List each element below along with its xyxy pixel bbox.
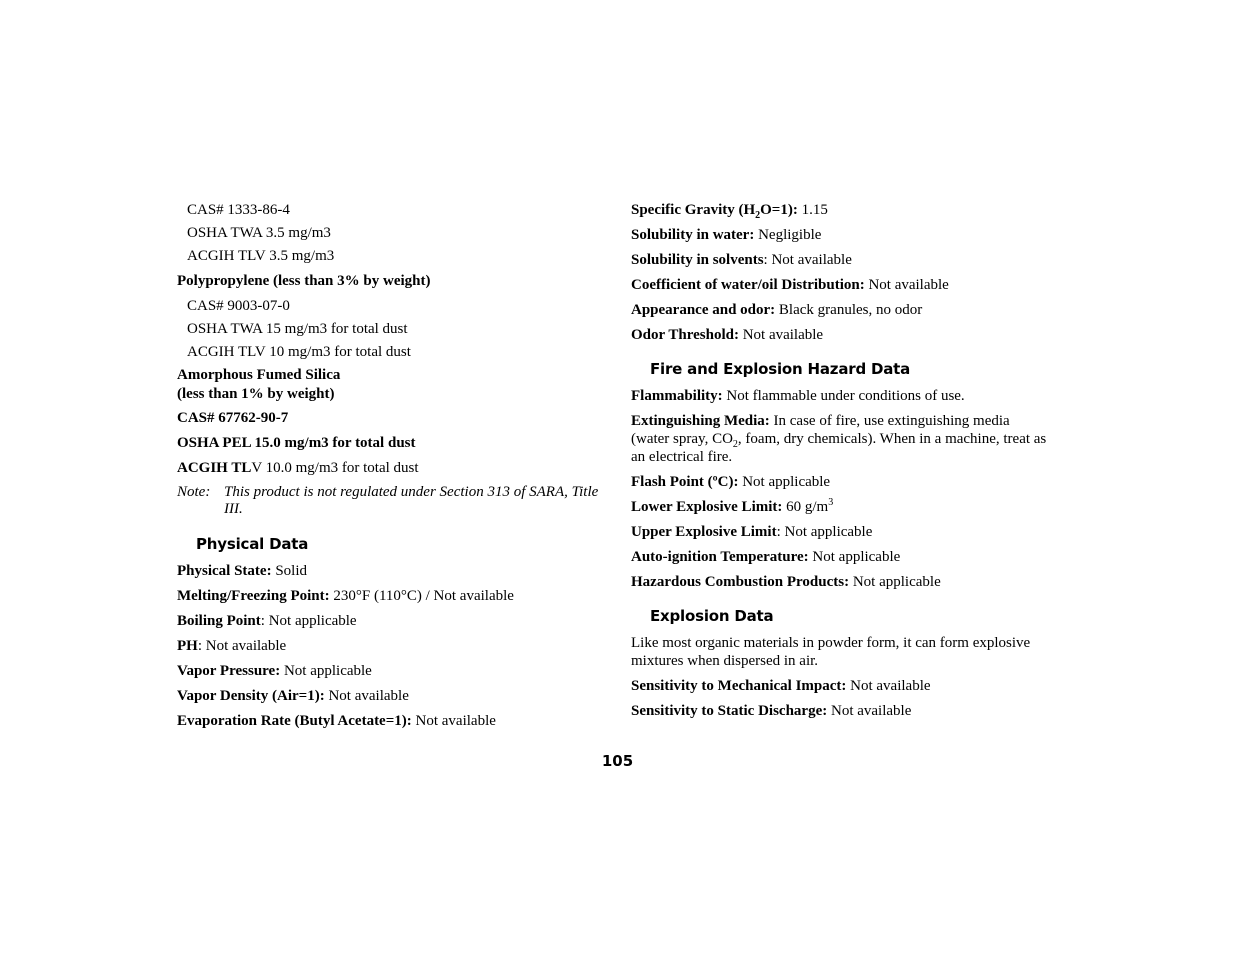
property-item <box>631 276 1051 294</box>
osha-limit-2: OSHA TWA 15 mg/m3 for total dust <box>187 321 408 337</box>
flash-point-label: Flash Point (ºC): <box>631 474 739 490</box>
silica-title-line-2: (less than 1% by weight) <box>177 386 335 402</box>
explosion-text: Like most organic materials in powder form, it can form explosive mixtures when dispersed in air. <box>631 635 1031 669</box>
flammability-value: Not flammable under conditions of use. <box>722 388 965 404</box>
extinguishing-value-a: In case of fire, use extinguishing media (water spray, CO <box>631 413 1010 447</box>
silica-title-line-1: Amorphous Fumed Silica <box>177 367 341 383</box>
physical-item-label: Melting/Freezing Point: <box>177 588 330 604</box>
physical-item <box>177 612 607 630</box>
physical-item-value: Solid <box>271 563 308 579</box>
property-label: Solubility in water: <box>631 227 755 243</box>
fire-item <box>631 548 1051 566</box>
silica-title <box>177 366 607 404</box>
fire-item-value: : Not applicable <box>776 524 873 540</box>
physical-item-label: Physical State: <box>177 563 272 579</box>
explosion-item-label: Sensitivity to Mechanical Impact: <box>631 678 847 694</box>
note-label: Note: <box>177 484 211 500</box>
physical-item-value: Not applicable <box>280 663 372 679</box>
lower-explosive-value: 60 g/m <box>782 499 829 515</box>
physical-item-value: Not available <box>411 713 496 729</box>
physical-data-heading: Physical Data <box>196 535 309 553</box>
specific-gravity-value: 1.15 <box>797 202 828 218</box>
extinguishing-value-b: , foam, dry chemicals). When in a machine, treat as an electrical fire. <box>631 431 1047 465</box>
physical-item <box>177 712 607 730</box>
lower-explosive-limit <box>631 498 1051 516</box>
physical-item-label: Evaporation Rate (Butyl Acetate=1): <box>177 713 412 729</box>
explosion-data-heading: Explosion Data <box>650 607 774 625</box>
physical-item-label: Vapor Pressure: <box>177 663 281 679</box>
page-number: 105 <box>601 752 634 770</box>
property-item <box>631 326 1051 344</box>
specific-gravity-label-b: O=1): <box>760 202 798 218</box>
fire-item-label: Upper Explosive Limit <box>631 524 777 540</box>
note-text: This product is not regulated under Section 313 of SARA, Title III. <box>224 484 599 517</box>
sara-note <box>177 484 607 518</box>
physical-item-label: PH <box>177 638 198 654</box>
acgih-limit-3-value: V 10.0 mg/m3 for total dust <box>251 460 419 476</box>
physical-item <box>177 662 607 680</box>
property-label: Solubility in solvents <box>631 252 764 268</box>
lower-explosive-label: Lower Explosive Limit: <box>631 499 783 515</box>
extinguishing-subscript: 2 <box>732 439 738 450</box>
flash-point <box>631 473 1051 491</box>
cas-number-3: CAS# 67762-90-7 <box>177 410 289 426</box>
explosion-item-label: Sensitivity to Static Discharge: <box>631 703 828 719</box>
property-value: Black granules, no odor <box>775 302 923 318</box>
property-item <box>631 251 1051 269</box>
physical-item-value: : Not applicable <box>260 613 357 629</box>
property-value: Not available <box>738 327 824 343</box>
acgih-limit-2: ACGIH TLV 10 mg/m3 for total dust <box>187 344 411 360</box>
osha-limit-1: OSHA TWA 3.5 mg/m3 <box>187 225 331 241</box>
explosion-item <box>631 702 1051 720</box>
fire-item-label: Hazardous Combustion Products: <box>631 574 850 590</box>
property-value: Negligible <box>754 227 822 243</box>
physical-item <box>177 587 607 605</box>
explosion-item <box>631 677 1051 695</box>
explosion-item-value: Not available <box>827 703 912 719</box>
cas-number-2: CAS# 9003-07-0 <box>187 298 290 314</box>
specific-gravity-subscript: 2 <box>755 210 761 221</box>
fire-item <box>631 523 1051 541</box>
polypropylene-title: Polypropylene (less than 3% by weight) <box>177 273 431 289</box>
acgih-limit-3 <box>177 459 607 477</box>
extinguishing-media <box>631 412 1051 466</box>
physical-item-value: 230°F (110°C) / Not available <box>329 588 514 604</box>
physical-item-label: Boiling Point <box>177 613 261 629</box>
specific-gravity <box>631 201 1051 219</box>
specific-gravity-label-a: Specific Gravity (H <box>631 202 756 218</box>
fire-item-value: Not applicable <box>808 549 901 565</box>
flammability-label: Flammability: <box>631 388 723 404</box>
physical-item-label: Vapor Density (Air=1): <box>177 688 325 704</box>
property-value: Not available <box>864 277 949 293</box>
flammability <box>631 387 1051 405</box>
acgih-limit-1: ACGIH TLV 3.5 mg/m3 <box>187 248 335 264</box>
left-column <box>177 201 607 737</box>
property-item <box>631 226 1051 244</box>
physical-item <box>177 687 607 705</box>
property-label: Odor Threshold: <box>631 327 739 343</box>
property-item <box>631 301 1051 319</box>
fire-item-label: Auto-ignition Temperature: <box>631 549 809 565</box>
lower-explosive-superscript: 3 <box>828 497 834 508</box>
flash-point-value: Not applicable <box>738 474 831 490</box>
explosion-item-value: Not available <box>846 678 931 694</box>
physical-item-value: : Not available <box>197 638 287 654</box>
acgih-limit-3-label: ACGIH TL <box>177 460 252 476</box>
extinguishing-label: Extinguishing Media: <box>631 413 770 429</box>
fire-item-value: Not applicable <box>849 574 941 590</box>
physical-item <box>177 562 607 580</box>
property-label: Appearance and odor: <box>631 302 776 318</box>
property-value: : Not available <box>763 252 852 268</box>
physical-item <box>177 637 607 655</box>
right-column <box>631 201 1051 727</box>
specific-gravity-label <box>631 202 798 221</box>
osha-limit-3: OSHA PEL 15.0 mg/m3 for total dust <box>177 435 416 451</box>
cas-number-1: CAS# 1333-86-4 <box>187 202 290 218</box>
fire-explosion-heading: Fire and Explosion Hazard Data <box>650 360 911 378</box>
fire-item <box>631 573 1051 591</box>
property-label: Coefficient of water/oil Distribution: <box>631 277 865 293</box>
physical-item-value: Not available <box>324 688 409 704</box>
